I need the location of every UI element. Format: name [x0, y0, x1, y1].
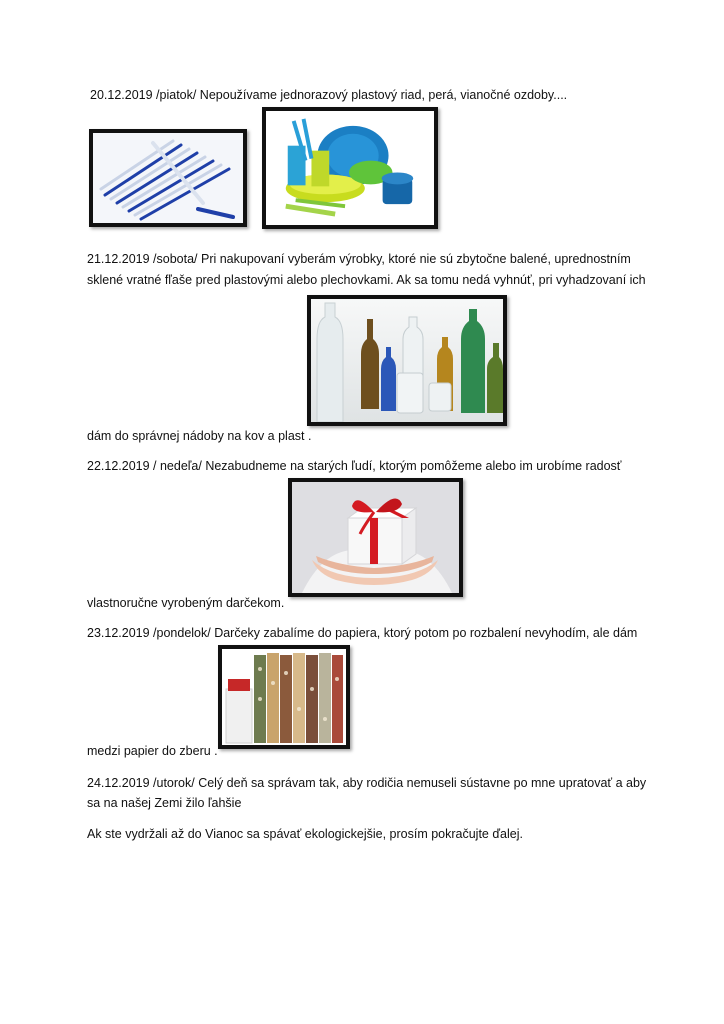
paragraph-4-line-2: medzi papier do zberu .	[87, 744, 218, 758]
paragraph-2-line-1: 21.12.2019 /sobota/ Pri nakupovaní vyberám výrobky, ktoré nie sú zbytočne balené, uprednostním	[87, 252, 631, 266]
paragraph-5-line-2: sa na našej Zemi žilo ľahšie	[87, 796, 242, 810]
paragraph-1: 20.12.2019 /piatok/ Nepoužívame jednorazový plastový riad, perá, vianočné ozdoby....	[90, 88, 568, 102]
paragraph-2-line-2: sklené vratné fľaše pred plastovými alebo plechovkami. Ak sa tomu nedá vyhnúť, pri vyhadzovaní ich	[87, 273, 646, 287]
paragraph-4-line-1: 23.12.2019 /pondelok/ Darčeky zabalíme do papiera, ktorý potom po rozbalení nevyhodím, ale dám	[87, 626, 638, 640]
paragraph-6: Ak ste vydržali až do Vianoc sa spávať ekologickejšie, prosím pokračujte ďalej.	[87, 827, 523, 841]
paragraph-3-line-1: 22.12.2019 / nedeľa/ Nezabudneme na starých ľudí, ktorým pomôžeme alebo im urobíme radosť	[87, 459, 622, 473]
gift-hands-image	[288, 478, 463, 597]
paragraph-5-line-1: 24.12.2019 /utorok/ Celý deň sa správam tak, aby rodičia nemuseli sústavne po mne upratovať a aby	[87, 776, 647, 790]
paragraph-3-line-2: vlastnoručne vyrobeným darčekom.	[87, 596, 285, 610]
pens-image	[89, 129, 247, 227]
wrapping-paper-image	[218, 645, 350, 749]
paragraph-2-line-3: dám do správnej nádoby na kov a plast .	[87, 429, 312, 443]
plastic-dishes-image	[262, 107, 438, 229]
glass-bottles-image	[307, 295, 507, 426]
